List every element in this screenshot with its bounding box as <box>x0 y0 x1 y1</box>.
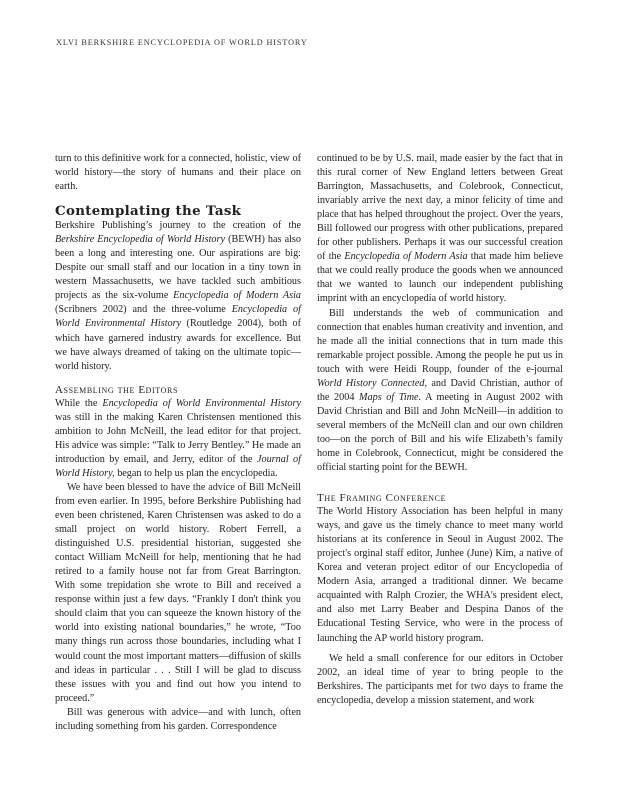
subsection-heading: Assembling the Editors <box>55 383 178 396</box>
paragraph: turn to this definitive work for a connected, holistic, view of world history—the story of humans and their place on earth. <box>55 153 301 193</box>
paragraph: We have been blessed to have the advice of Bill McNeill from even earlier. In 1995, before Berkshire Publishing had even been christened, Karen Christensen was asked to do a small project on world history. Robert Ferrell, a distinguished U.S. presidential historian, suggested she contact William McNeill for help, mentioning that he had retired to a family house not far from Great Barrington. With some trepidation she wrote to Bill and received a response within just a few days. “Frankly I don't think you should claim that you can squeeze the known history of the world into existing national boundaries,” he wrote, “Too many things run across those boundaries, including what I would count the most important matters—diffusion of skills and ideas in particular . . . Still I will be glad to discuss these issues with you and find out how you intend to proceed.” <box>55 481 301 704</box>
running-head: XLVI BERKSHIRE ENCYCLOPEDIA OF WORLD HISTORY <box>56 38 308 47</box>
left-column <box>55 152 301 734</box>
section-heading: Contemplating the Task <box>55 203 242 220</box>
paragraph: We held a small conference for our editors in October 2002, an ideal time of year to bring people to the Berkshires. The participants met for two days to frame the encyclopedia, develop a mission statement, and work <box>317 652 563 706</box>
paragraph: Bill was generous with advice—and with lunch, often including something from his garden. Correspondence <box>55 706 301 732</box>
paragraph: continued to be by U.S. mail, made easier by the fact that in this rural corner of New England letters between Great Barrington, Massachusetts, and Colebrook, Connecticut, invariably arrive the next day, a minor felicity of time and place that has helped throughout the project. Over the years, Bill followed our progress with other publications, prepared for other publishers. Perhaps it was our successful creation of the Encyclopedia of Modern Asia that made him believe that we could really produce the goods when we announced that we wanted to launch our independent publishing imprint with an encyclopedia of world history. <box>317 153 563 305</box>
right-column <box>317 152 563 708</box>
paragraph: Berkshire Publishing’s journey to the creation of the Berkshire Encyclopedia of World History (BEWH) has also been a long and interesting one. Our aspirations are big: Despite our small staff and our location in a tiny town in western Massachusetts, we have tackled such ambitious projects as the six-volume Encyclopedia of Modern Asia (Scribners 2002) and the three-volume Encyclopedia of World Environmental History (Routledge 2004), both of which have garnered industry awards for excellence. But we have always dreamed of taking on the ultimate topic—world history. <box>55 220 302 372</box>
subsection-heading: The Framing Conference <box>317 492 447 505</box>
paragraph: Bill understands the web of communication and connection that enables human creativity and invention, and he made all the initial connections that in turn made this remarkable project possible. Among the people he put us in touch with were Heidi Roupp, founder of the e-journal World History Connected, and David Christian, author of the 2004 Maps of Time. A meeting in August 2002 with David Christian and Bill and John McNeill—in addition to several members of the McNeill clan and our own children too—on the porch of Bill and his wife Elizabeth’s family home in Colebrook, Connecticut, might be considered the official starting point for the BEWH. <box>317 307 563 474</box>
paragraph: The World History Association has been helpful in many ways, and gave us the timely chance to meet many world historians at its conference in Seoul in August 2002. The project's orginal staff editor, Junhee (June) Kim, a native of Korea and veteran project editor of our Encyclopedia of Modern Asia, arranged a traditional dinner. We became acquainted with Ralph Crozier, the WHA's president elect, and also met Larry Beaber and Despina Danos of the Educational Testing Service, who were in the process of launching the AP world history program. <box>317 506 563 644</box>
paragraph: While the Encyclopedia of World Environmental History was still in the making Karen Christensen mentioned this ambition to John McNeill, the lead editor for that project. His advice was simple: “Talk to Jerry Bentley.” He made an introduction by email, and Jerry, editor of the Journal of World History, began to help us plan the encyclopedia. <box>55 397 301 479</box>
